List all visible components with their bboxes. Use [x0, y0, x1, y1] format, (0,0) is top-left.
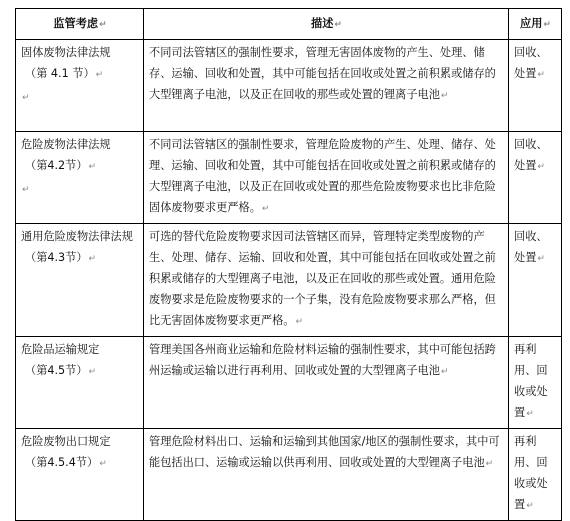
description-cell: 不同司法管辖区的强制性要求，管理危险废物的产生、处理、储存、处理、运输、回收和处置，其中可能包括在回收或处置之前积累或储存的大型锂离子电池，以及正在回收或处置的那些危险废物要求也比非危险固体废物要求更严格。↵	[144, 132, 509, 224]
consideration-name: 危险废物出口规定	[21, 435, 111, 448]
consideration-name: 固体废物法律法规	[21, 46, 111, 59]
consideration-name: 危险品运输规定	[21, 343, 100, 356]
table-header-row	[16, 9, 562, 40]
header-consideration: 监管考虑↵	[16, 9, 144, 40]
description-cell: 管理危险材料出口、运输和运输到其他国家/地区的强制性要求，其中可能包括出口、运输或运输以供再利用、回收或处置的大型锂离子电池↵	[144, 429, 509, 521]
consideration-cell: 危险废物法律法规 （第4.2节）↵ ↵	[16, 132, 144, 224]
section-ref: （第 4.1 节）↵	[25, 67, 104, 80]
description-cell: 可选的替代危险废物要求因司法管辖区而异，管理特定类型废物的产生、处理、储存、运输、回收和处置，其中可能包括在回收或处置之前积累或储存的大型锂离子电池，以及正在回收的那些或处置。通用危险废物要求是危险废物要求的一个子集，没有危险废物要求那么严格，但比无害固体废物要求更严格。↵	[144, 224, 509, 337]
consideration-cell	[16, 429, 144, 521]
consideration-cell	[16, 337, 144, 429]
table-row	[16, 337, 562, 429]
section-ref: （第4.2节）↵	[25, 159, 97, 172]
description-cell: 管理美国各州商业运输和危险材料运输的强制性要求，其中可能包括跨州运输或运输以进行再利用、回收或处置的大型锂离子电池↵	[144, 337, 509, 429]
table-row	[16, 224, 562, 337]
consideration-cell: 固体废物法律法规 （第 4.1 节）↵ ↵	[16, 40, 144, 132]
table-row	[16, 429, 562, 521]
consideration-cell	[16, 224, 144, 337]
header-application: 应用↵	[509, 9, 562, 40]
application-cell: 回收、处置↵	[509, 40, 562, 132]
consideration-name: 危险废物法律法规	[21, 138, 111, 151]
application-cell: 回收、处置↵	[509, 132, 562, 224]
header-description: 描述↵	[144, 9, 509, 40]
application-cell: 再利用、回收或处置↵	[509, 337, 562, 429]
application-cell: 回收、处置↵	[509, 224, 562, 337]
description-cell: 不同司法管辖区的强制性要求，管理无害固体废物的产生、处理、储存、运输、回收和处置，其中可能包括在回收或处置之前积累或储存的大型锂离子电池，以及正在回收的那些或处置的锂离子电池↵	[144, 40, 509, 132]
regulatory-considerations-table	[15, 8, 562, 521]
table-row	[16, 132, 562, 224]
section-ref: （第4.3节）↵	[25, 251, 97, 264]
section-ref: （第4.5节）↵	[25, 364, 97, 377]
section-ref: （第4.5.4节）↵	[25, 456, 107, 469]
table-row	[16, 40, 562, 132]
application-cell: 再利用、回收或处置↵	[509, 429, 562, 521]
consideration-name: 通用危险废物法律法规	[21, 230, 133, 243]
